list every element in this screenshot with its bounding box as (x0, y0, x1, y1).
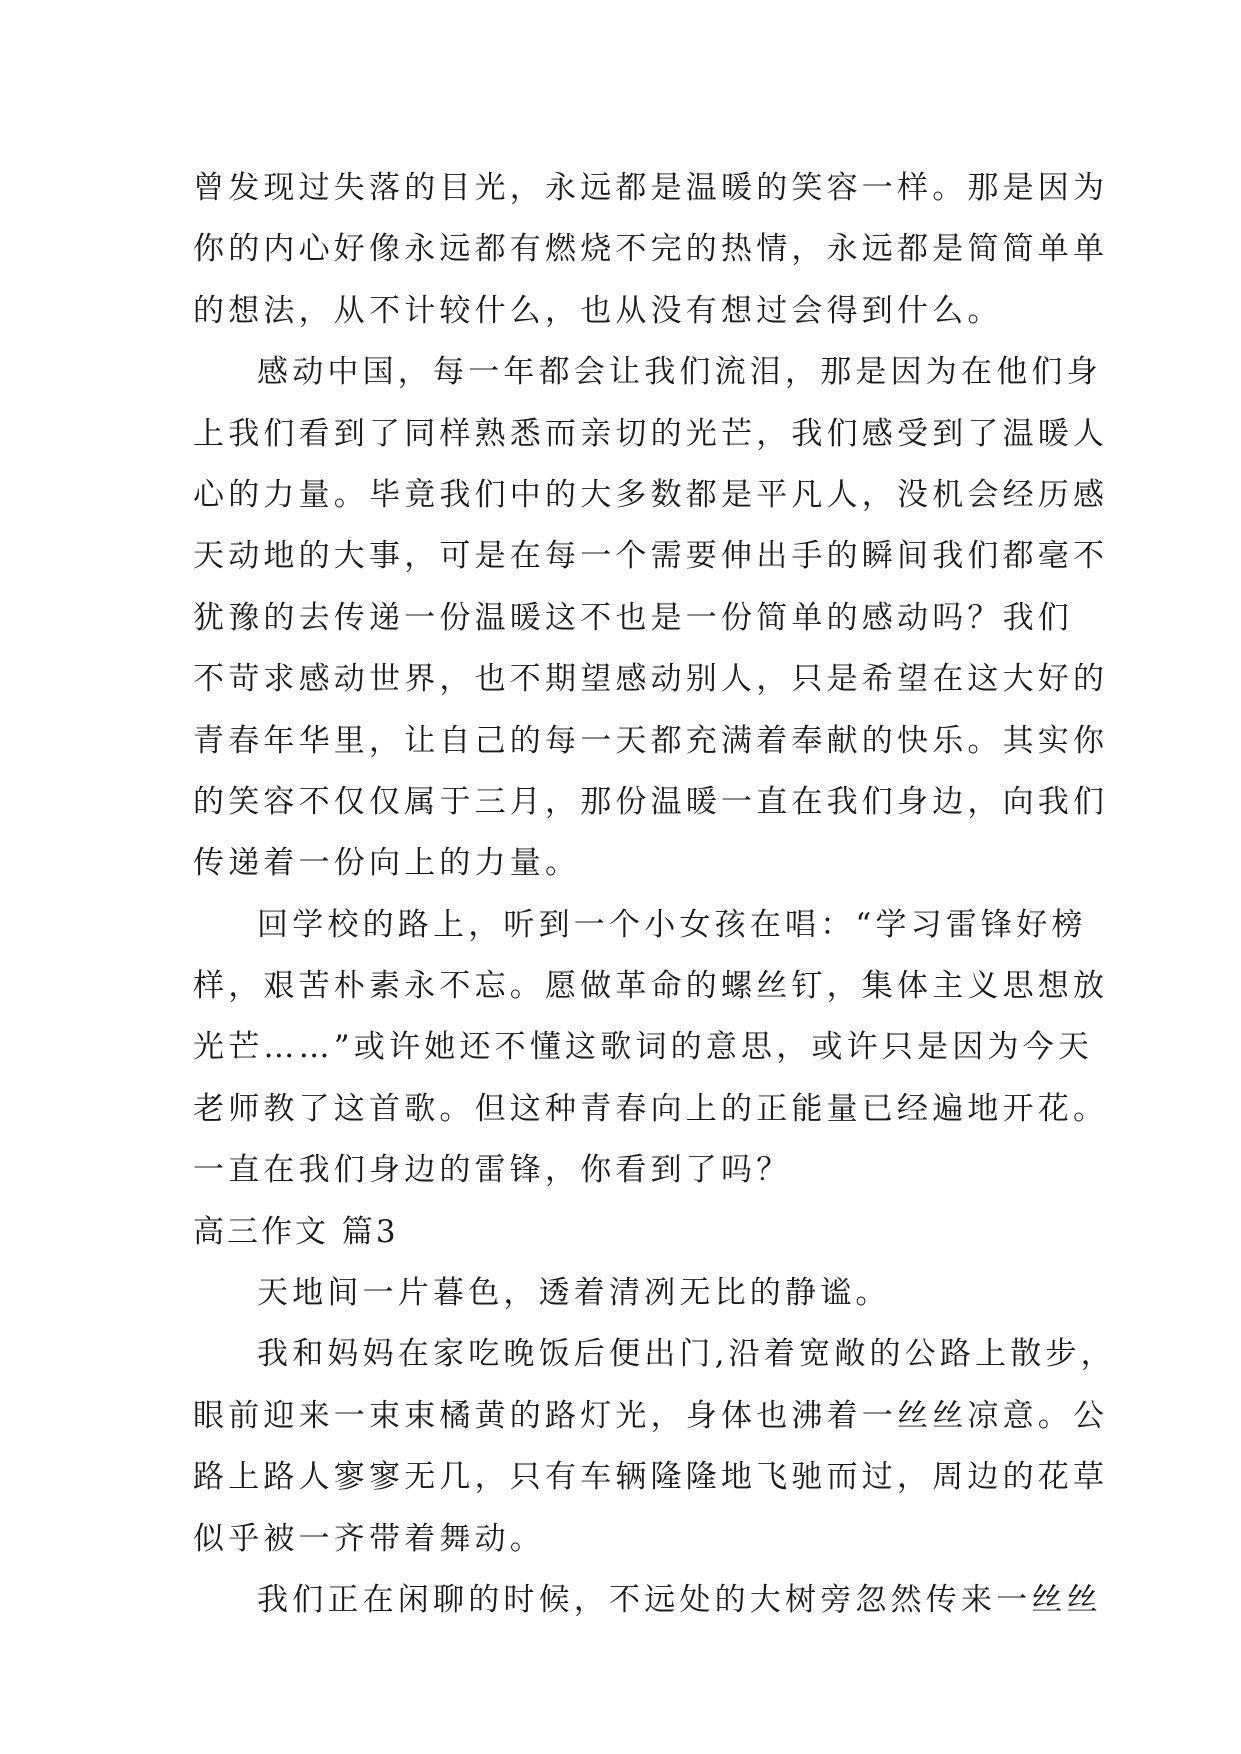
text-line: 老师教了这首歌。但这种青春向上的正能量已经遍地开花。 (193, 1090, 1109, 1127)
text-line: 一直在我们身边的雷锋，你看到了吗？ (193, 1152, 792, 1189)
text-line: 回学校的路上，听到一个小女孩在唱：“学习雷锋好榜 (257, 906, 1087, 943)
text-line: 的笑容不仅仅属于三月，那份温暖一直在我们身边，向我们 (193, 783, 1109, 820)
document-body (193, 158, 1116, 1631)
text-line: 似乎被一齐带着舞动。 (193, 1520, 545, 1557)
text-line: 青春年华里，让自己的每一天都充满着奉献的快乐。其实你 (193, 722, 1109, 759)
text-line: 犹豫的去传递一份温暖这不也是一份简单的感动吗？我们 (193, 599, 1073, 636)
text-line: 的想法，从不计较什么，也从没有想过会得到什么。 (193, 292, 1003, 329)
text-line: 上我们看到了同样熟悉而亲切的光芒，我们感受到了温暖人 (193, 415, 1109, 452)
text-line: 眼前迎来一束束橘黄的路灯光，身体也沸着一丝丝凉意。公 (193, 1397, 1109, 1434)
text-line: 天动地的大事，可是在每一个需要伸出手的瞬间我们都毫不 (193, 538, 1109, 575)
text-line: 传递着一份向上的力量。 (193, 845, 581, 882)
section-heading: 高三作文 篇3 (193, 1213, 399, 1250)
text-line: 光芒……”或许她还不懂这歌词的意思，或许只是因为今天 (193, 1029, 1094, 1066)
text-line: 路上路人寥寥无几，只有车辆隆隆地飞驰而过，周边的花草 (193, 1459, 1109, 1496)
text-line: 我们正在闲聊的时候，不远处的大树旁忽然传来一丝丝 (257, 1581, 1102, 1618)
text-line: 曾发现过失落的目光，永远都是温暖的笑容一样。那是因为 (193, 170, 1109, 206)
text-line: 你的内心好像永远都有燃烧不完的热情，永远都是简简单单 (193, 231, 1109, 268)
text-line: 不苛求感动世界，也不期望感动别人，只是希望在这大好的 (193, 661, 1109, 698)
text-line: 我和妈妈在家吃晚饭后便出门,沿着宽敞的公路上散步， (257, 1336, 1116, 1373)
text-line: 样，艰苦朴素永不忘。愿做革命的螺丝钉，集体主义思想放 (193, 968, 1109, 1005)
text-line: 天地间一片暮色，透着清冽无比的静谧。 (257, 1275, 891, 1312)
text-line: 感动中国，每一年都会让我们流泪，那是因为在他们身 (257, 354, 1102, 391)
text-line: 心的力量。毕竟我们中的大多数都是平凡人，没机会经历感 (193, 476, 1109, 513)
